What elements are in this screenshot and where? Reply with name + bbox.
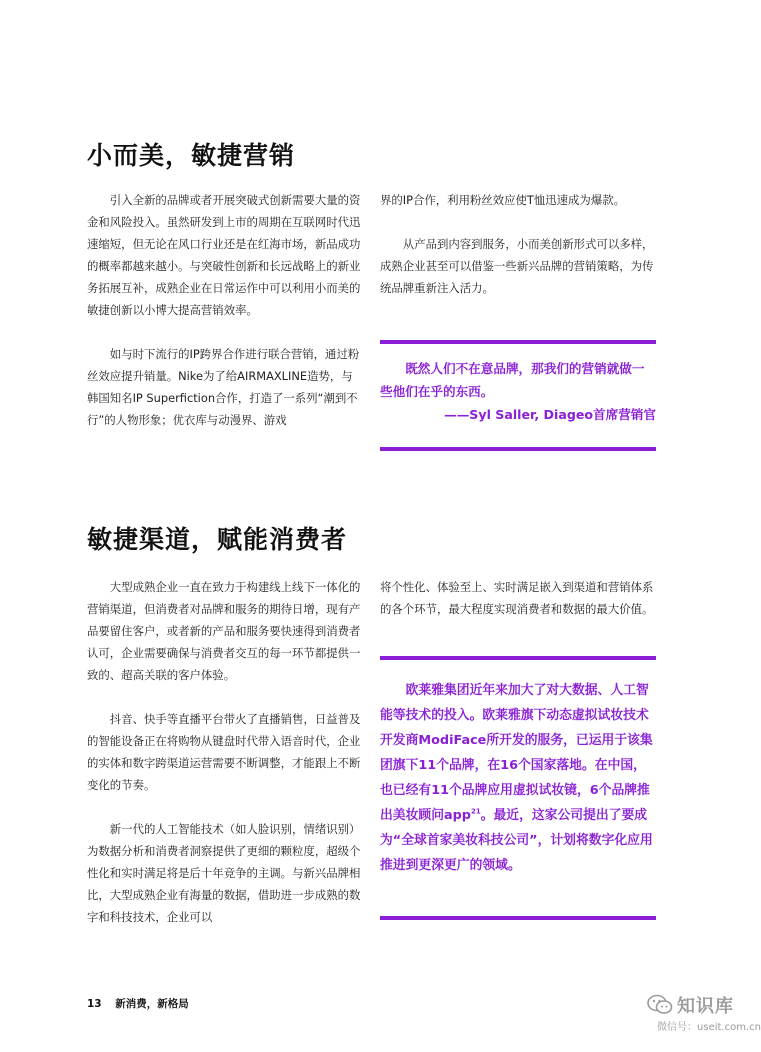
callout-text-part: 。最近，这家公司提出了要成为“全球首家美妆科技公司”，计划将数字化应用推进到更深更广的领域。 (380, 808, 653, 873)
paragraph: 如与时下流行的IP跨界合作进行联合营销，通过粉丝效应提升销量。Nike为了给AIRMAXLINE造势，与韩国知名IP Superfiction合作，打造了一系列“潮到不行”的人物形象；优衣库与动漫界、游戏 (87, 347, 360, 427)
quote-bottom-rule (380, 447, 656, 451)
callout-text-part: 欧莱雅集团近年来加大了对大数据、人工智能等技术的投入。欧莱雅旗下动态虚拟试妆技术开发商ModiFace所开发的服务，已运用于该集团旗下11个品牌，在16个国家落地。在中国，也已经有11个品牌应用虚拟试妆镜，6个品牌推出美妆顾问app (380, 683, 653, 823)
paragraph: 新一代的人工智能技术（如人脸识别，情绪识别）为数据分析和消费者洞察提供了更细的颗粒度，超级个性化和实时满足将是后十年竞争的主调。与新兴品牌相比，大型成熟企业有海量的数据，借助进一步成熟的数字和科技技术，企业可以 (87, 822, 361, 924)
paragraph: 引入全新的品牌或者开展突破式创新需要大量的资金和风险投入。虽然研发到上市的周期在互联网时代迅速缩短，但无论在风口行业还是在红海市场，新品成功的概率都越来越小。与突破性创新和长远战略上的新业务拓展互补，成熟企业在日常运作中可以利用小而美的敏捷创新以小博大提高营销效率。 (87, 193, 361, 317)
paragraph: 将个性化、体验至上、实时满足嵌入到渠道和营销体系的各个环节，最大程度实现消费者和数据的最大价值。 (380, 580, 654, 616)
callout-bottom-rule (380, 916, 656, 920)
report-title: 新消费，新格局 (115, 998, 189, 1010)
paragraph: 从产品到内容到服务，小而美创新形式可以多样，成熟企业甚至可以借鉴一些新兴品牌的营销策略，为传统品牌重新注入活力。 (380, 237, 654, 295)
paragraph: 界的IP合作，利用粉丝效应使T恤迅速成为爆款。 (380, 193, 625, 207)
watermark-url: 微信号：useit.com.cn (657, 1022, 761, 1033)
section2-left-column (87, 576, 363, 928)
callout-top-rule (380, 656, 656, 660)
section-title-agile-channels: 敏捷渠道，赋能消费者 (87, 525, 348, 554)
paragraph: 大型成熟企业一直在致力于构建线上线下一体化的营销渠道，但消费者对品牌和服务的期待日增，现有产品要留住客户，或者新的产品和服务要快速得到消费者认可，企业需要确保与消费者交互的每一环节都提供一致的、超高关联的客户体验。 (87, 580, 361, 682)
section1-left-column (87, 189, 363, 431)
section2-right-column (380, 576, 656, 620)
page-number: 13 (87, 998, 102, 1010)
quote-top-rule (380, 340, 656, 344)
case-callout (380, 678, 656, 878)
page-footer (87, 996, 189, 1011)
callout-text (380, 678, 656, 878)
section1-right-column (380, 189, 656, 299)
wechat-icon (647, 994, 673, 1020)
quote-block (380, 357, 656, 426)
paragraph: 抖音、快手等直播平台带火了直播销售，日益普及的智能设备正在将购物从键盘时代带入语音时代，企业的实体和数字跨渠道运营需要不断调整，才能跟上不断变化的节奏。 (87, 712, 361, 792)
section-title-agile-marketing: 小而美，敏捷营销 (87, 141, 296, 170)
footnote-ref[interactable]: 21 (470, 807, 481, 816)
watermark-name: 知识库 (677, 996, 734, 1017)
quote-text: 既然人们不在意品牌，那我们的营销就做一些他们在乎的东西。 (380, 361, 645, 399)
quote-attribution: ——Syl Saller, Diageo首席营销官 (444, 407, 656, 422)
